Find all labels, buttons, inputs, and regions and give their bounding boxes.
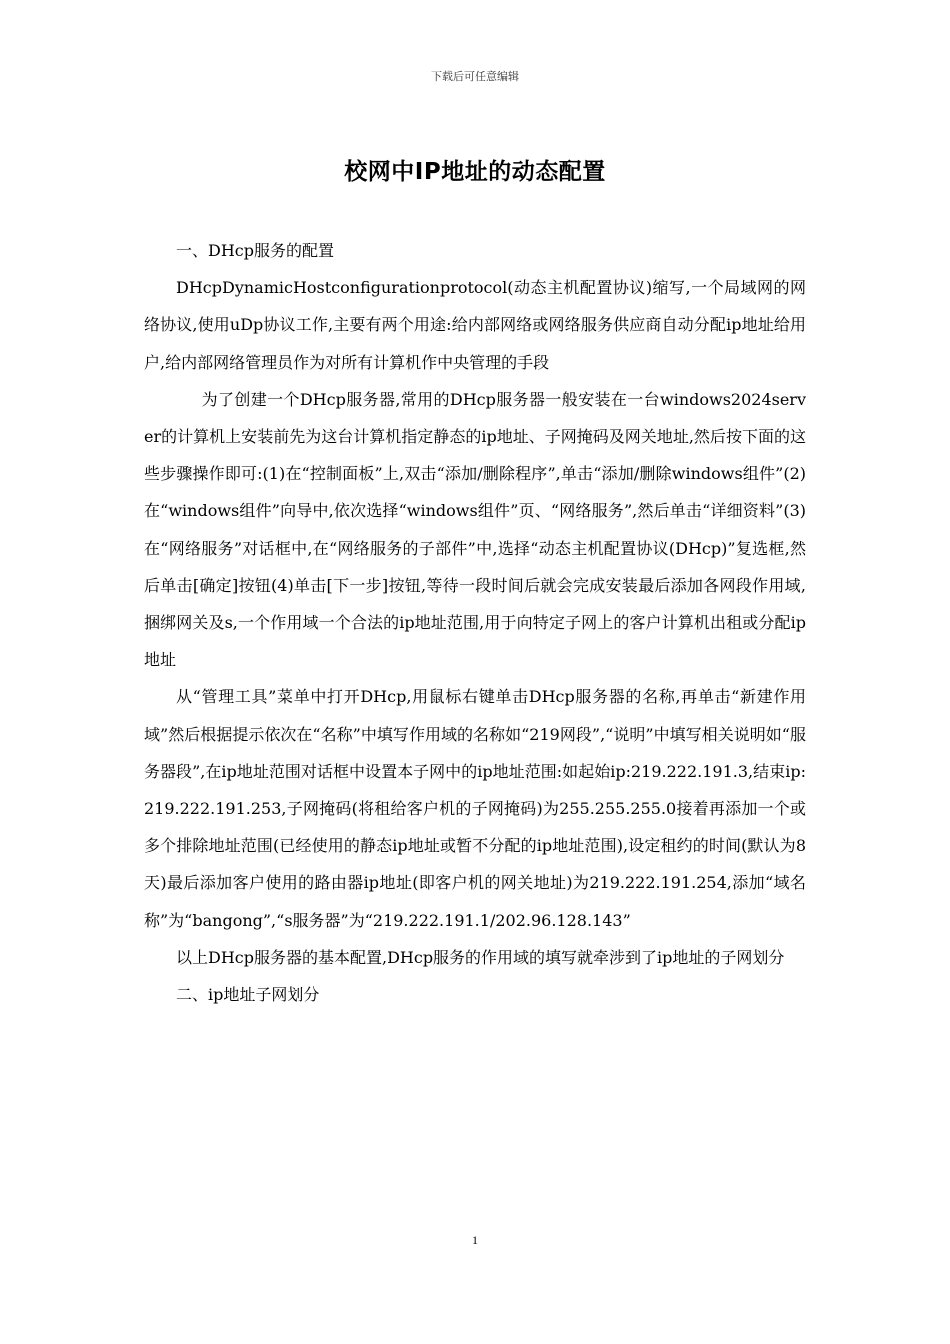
paragraph-dhcp-summary: 以上DHcp服务器的基本配置,DHcp服务的作用域的填写就牵涉到了ip地址的子网划分 bbox=[176, 947, 785, 967]
document-body bbox=[144, 232, 806, 1013]
section-heading-1: 一、DHcp服务的配置 bbox=[176, 241, 334, 260]
page-number: 1 bbox=[472, 1233, 478, 1247]
section-heading-2: 二、ip地址子网划分 bbox=[176, 985, 320, 1005]
paragraph-dhcp-intro: DHcpDynamicHostconfigurationprotocol(动态主机配置协议)缩写,一个局域网的网络协议,使用uDp协议工作,主要有两个用途:给内部网络或网络服务供应商自动分配ip地址给用户,给内部网络管理员作为对所有计算机作中央管理的手段 bbox=[144, 278, 806, 372]
document-title: 校网中IP地址的动态配置 bbox=[344, 159, 606, 185]
page-header: 下载后可任意编辑 bbox=[431, 70, 519, 83]
paragraph-dhcp-scope: 从“管理工具”菜单中打开DHcp,用鼠标右键单击DHcp服务器的名称,再单击“新建作用域”然后根据提示依次在“名称”中填写作用域的名称如“219网段”,“说明”中填写相关说明如“服务器段”,在ip地址范围对话框中设置本子网中的ip地址范围:如起始ip:219.222.191.3,结束ip:219.222.191.253,子网掩码(将租给客户机的子网掩码)为255.255.255.0接着再添加一个或多个排除地址范围(已经使用的静态ip地址或暂不分配的ip地址范围),设定租约的时间(默认为8天)最后添加客户使用的路由器ip地址(即客户机的网关地址)为219.222.191.254,添加“域名称”为“bangong”,“s服务器”为“219.222.191.1/202.96.128.143” bbox=[144, 687, 806, 930]
paragraph-dhcp-install: 为了创建一个DHcp服务器,常用的DHcp服务器一般安装在一台windows2024server的计算机上安装前先为这台计算机指定静态的ip地址、子网掩码及网关地址,然后按下面的这些步骤操作即可:(1)在“控制面板”上,双击“添加/删除程序”,单击“添加/删除windows组件”(2)在“windows组件”向导中,依次选择“windows组件”页、“网络服务”,然后单击“详细资料”(3)在“网络服务”对话框中,在“网络服务的子部件”中,选择“动态主机配置协议(DHcp)”复选框,然后单击[确定]按钮(4)单击[下一步]按钮,等待一段时间后就会完成安装最后添加各网段作用域,捆绑网关及s,一个作用域一个合法的ip地址范围,用于向特定子网上的客户计算机出租或分配ip地址 bbox=[144, 389, 806, 670]
